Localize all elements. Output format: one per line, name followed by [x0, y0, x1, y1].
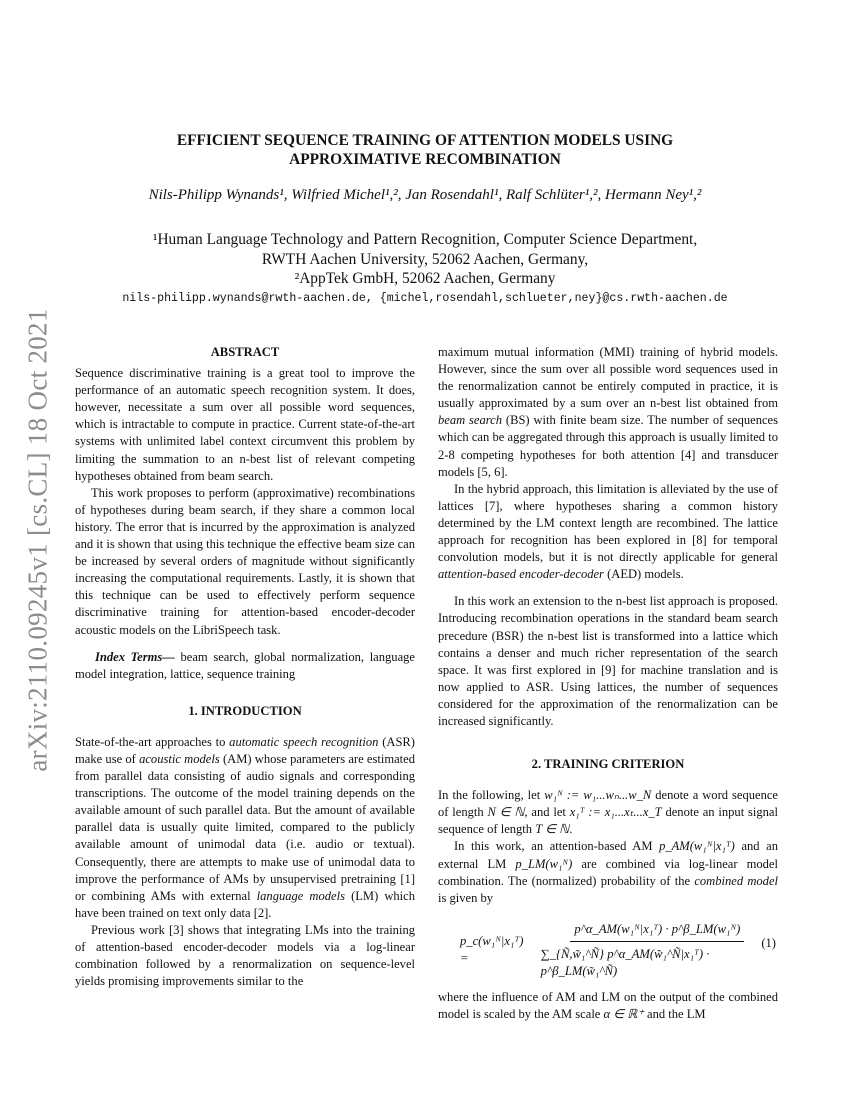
equation-number: (1) [761, 935, 776, 950]
extension-paragraph: In this work an extension to the n-best list approach is proposed. Introducing recombination operations in the standard beam search precedure (BSR) the n-best list is transformed into a lattice which contains a denser and much richer representation of the search space. It was first explored in [9] for machine translation and is now applied to ASR. Using lattices, the number of sequences considered for the approximation of the renormalization can be increased significantly. [438, 594, 778, 728]
intro-term-asr: automatic speech recognition [229, 734, 379, 749]
math-word-sequence: w₁ᴺ := w₁...wₙ...w_N [544, 788, 652, 803]
equation-numerator: p^α_AM(w₁ᴺ|x₁ᵀ) · p^β_LM(w₁ᴺ) [570, 921, 744, 942]
affiliation-line-3: ²AppTek GmbH, 52062 Aachen, Germany [294, 270, 556, 287]
scale-text-1: where the influence of AM and LM on the output of the combined model is scaled by the AM scale [438, 989, 778, 1021]
author-emails: nils-philipp.wynands@rwth-aachen.de, {michel,rosendahl,schlueter,ney}@cs.rwth-aachen.de [122, 292, 728, 305]
index-terms-label: Index Terms— [95, 649, 175, 664]
title-line-1: EFFICIENT SEQUENCE TRAINING OF ATTENTION MODELS USING [176, 132, 674, 149]
intro-continued-paragraph [438, 344, 778, 481]
equation-fraction [537, 921, 778, 980]
abstract-heading: ABSTRACT [210, 345, 280, 359]
title-line-2: APPROXIMATIVE RECOMBINATION [289, 151, 561, 168]
intro-term-am: acoustic models [139, 751, 220, 766]
intro-term-lm: language models [256, 888, 345, 903]
introduction-paragraph-1 [75, 734, 415, 922]
equation-body [460, 921, 778, 980]
hybrid-text-2: (AED) models. [603, 567, 684, 582]
equation-lhs: p_c(w₁ᴺ|x₁ᵀ) = [460, 934, 524, 966]
introduction-paragraph-2: Previous work [3] shows that integrating LMs into the training of attention-based encoder-decoder models via a log-linear combination followed by a renormalization on sequence-level yields promising improvements similar to the [75, 922, 415, 989]
combo-term-combined-model: combined model [694, 873, 779, 888]
arxiv-stamp-text: arXiv:2110.09245v1 [cs.CL] 18 Oct 2021 [22, 308, 53, 772]
index-terms-text: beam search, global normalization, language model integration, lattice, sequence training [75, 649, 415, 681]
right-column [438, 344, 778, 1023]
hybrid-text-1: In the hybrid approach, this limitation is alleviated by the use of lattices [7], where hypotheses sharing a common history determined by the LM context length are recombined. The lattice approach for recognition has been explored in [8] for temporal convolution models, but it is not directly applicable for general [438, 481, 778, 565]
combo-text-2: and an external LM [438, 839, 778, 871]
intro-text-2: (ASR) make use of [75, 734, 415, 766]
cont-term-beam-search: beam search [438, 413, 503, 428]
combo-text-4: is given by [438, 890, 494, 905]
math-alpha: α ∈ ℝ⁺ [603, 1006, 644, 1021]
affiliation-line-1: ¹Human Language Technology and Pattern Recognition, Computer Science Department, [152, 231, 698, 248]
notation-text-2: denote a word sequence of length [438, 788, 779, 820]
notation-text-3: , and let [524, 805, 570, 820]
intro-text-3: (AM) whose parameters are estimated from parallel data consisting of audio signals and corresponding transcriptions. The outcome of the model training depends on the available amount of such parallel data. But the amount of available parallel data is usually quite limited, compared to the publicly available amount of unimodal data (i.e. audio or textual). Consequently, there are attempts to make use of unimodal data to improve the performance of AMs by unsupervised pretraining [1] or combining AMs with external [75, 751, 415, 903]
math-p-am: p_AM(w₁ᴺ|x₁ᵀ) [659, 839, 735, 854]
scale-paragraph [438, 989, 778, 1023]
author-list: Nils-Philipp Wynands¹, Wilfried Michel¹,², Jan Rosendahl¹, Ralf Schlüter¹,², Hermann Ney¹,² [148, 187, 702, 203]
notation-text-4: denote an input signal sequence of length [438, 805, 778, 837]
affiliations [60, 230, 790, 289]
notation-text-1: In the following, let [438, 788, 545, 803]
index-terms [75, 649, 415, 683]
left-column [75, 344, 415, 990]
math-p-lm: p_LM(w₁ᴺ) [515, 856, 573, 871]
paper-title [110, 131, 740, 169]
cont-text-1: maximum mutual information (MMI) training of hybrid models. However, since the sum over all possible word sequences used in the renormalization cannot be entirely computed in practice, it is usually approximated by a sum over an n-best list obtained from [438, 345, 778, 411]
notation-paragraph [438, 787, 778, 838]
notation-text-5: . [569, 822, 573, 837]
introduction-heading: 1. INTRODUCTION [188, 703, 302, 718]
combo-text-3: are combined via log-linear model combination. The (normalized) probability of the [438, 856, 778, 888]
intro-text-4: (LM) which have been trained on text only data [2]. [75, 888, 415, 920]
training-criterion-heading: 2. TRAINING CRITERION [531, 757, 685, 772]
scale-text-2: and the LM [643, 1006, 706, 1021]
hybrid-term-aed: attention-based encoder-decoder [438, 567, 604, 582]
combo-text-1: In this work, an attention-based AM [454, 839, 660, 854]
hybrid-approach-paragraph [438, 481, 778, 584]
cont-text-2: (BS) with finite beam size. The number of sequences which can be aggregated through this approach is usually limited to 2-8 competing hypotheses for both attention [4] and transducer models [5, 6]. [438, 413, 778, 479]
math-n-natural: N ∈ ℕ [487, 805, 525, 820]
combination-paragraph [438, 838, 778, 906]
affiliation-line-2: RWTH Aachen University, 52062 Aachen, Germany, [261, 250, 589, 268]
equation-denominator: ∑_{Ñ,w̃₁^Ñ} p^α_AM(w̃₁^Ñ|x₁ᵀ) · p^β_LM(w̃₁^Ñ) [540, 946, 710, 978]
math-input-sequence: x₁ᵀ := x₁...xₜ...x_T [569, 805, 662, 820]
math-t-natural: T ∈ ℕ [535, 822, 570, 837]
intro-text-1: State-of-the-art approaches to [75, 734, 230, 749]
abstract-paragraph-2: This work proposes to perform (approximative) recombinations of hypotheses during beam search, if they share a common local history. The error that is incurred by the approximation is analyzed and it is shown that using this technique the effective beam size can be increased by several orders of magnitude without significantly increasing the computational requirements. Lastly, it is shown that this technique can be used to effectively perform sequence discriminative training for attention-based encoder-decoder acoustic models on the LibriSpeech task. [75, 485, 415, 637]
abstract-paragraph-1: Sequence discriminative training is a great tool to improve the performance of an automatic speech recognition system. It does, however, necessitate a sum over all possible word sequences, which is intractable to compute in practice. Current state-of-the-art systems with unlimited label context circumvent this problem by limiting the summation to an n-best list of relevant competing hypotheses obtained from beam search. [75, 366, 415, 483]
equation-1 [438, 917, 778, 978]
